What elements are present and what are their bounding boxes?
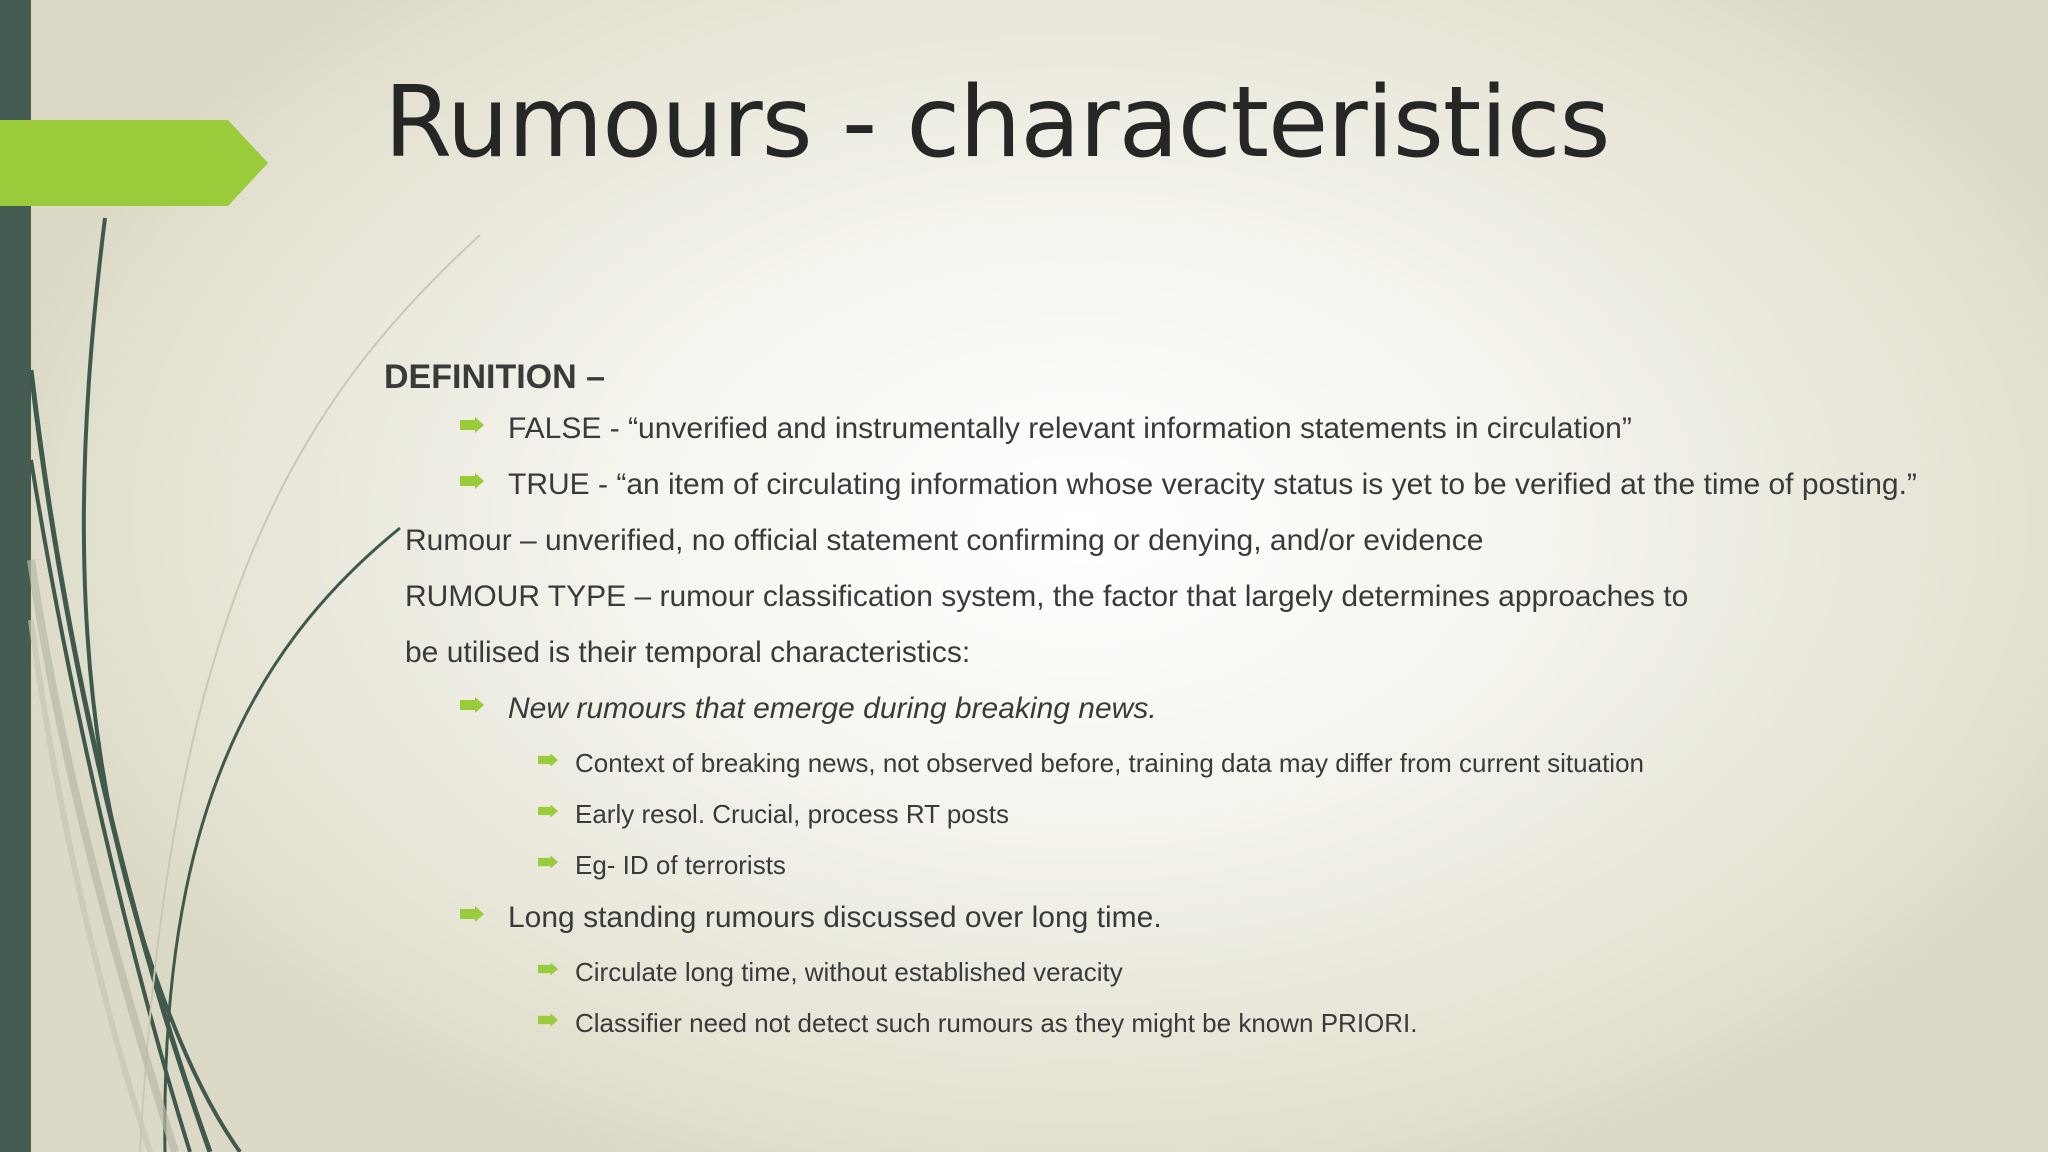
sub-bullet-item bbox=[575, 1007, 1944, 1039]
arrow-bullet-icon bbox=[538, 962, 558, 976]
definition-heading: DEFINITION – bbox=[384, 358, 606, 396]
sub-bullet-item bbox=[575, 747, 1944, 779]
arrow-bullet-icon bbox=[538, 804, 558, 818]
arrow-bullet-icon bbox=[460, 906, 484, 922]
sub-bullet-item bbox=[575, 849, 1944, 881]
arrow-bullet-icon bbox=[538, 855, 558, 869]
definition-true: TRUE - “an item of circulating information whose veracity status is yet to be verified at the time of posting.” bbox=[508, 468, 1917, 501]
bullet-item bbox=[508, 411, 1944, 446]
arrow-bullet-icon bbox=[538, 1013, 558, 1027]
rumour-line: Rumour – unverified, no official statement confirming or denying, and/or evidence bbox=[405, 524, 1484, 557]
long-standing-label: Long standing rumours discussed over long time. bbox=[508, 901, 1162, 934]
sub-bullet-item bbox=[575, 956, 1944, 988]
arrow-bullet-icon bbox=[460, 697, 484, 713]
definition-false: FALSE - “unverified and instrumentally relevant information statements in circulation” bbox=[508, 412, 1632, 445]
new-rumours-label: New rumours that emerge during breaking news. bbox=[508, 692, 1157, 725]
arrow-bullet-icon bbox=[460, 473, 484, 489]
slide-title: Rumours - characteristics bbox=[384, 66, 1610, 180]
long-standing-point: Circulate long time, without established veracity bbox=[575, 957, 1123, 987]
bullet-item bbox=[508, 691, 1944, 726]
rumour-type-line-1: RUMOUR TYPE – rumour classification system, the factor that largely determines approaches to bbox=[405, 580, 1689, 613]
bullet-item bbox=[508, 467, 1944, 502]
sub-bullet-item bbox=[575, 798, 1944, 830]
arrow-bullet-icon bbox=[460, 417, 484, 433]
new-rumours-point: Eg- ID of terrorists bbox=[575, 850, 786, 880]
arrow-bullet-icon bbox=[538, 753, 558, 767]
rumour-type-line-2: be utilised is their temporal characteristics: bbox=[405, 636, 971, 669]
new-rumours-point: Context of breaking news, not observed before, training data may differ from current situation bbox=[575, 748, 1644, 778]
slide-body bbox=[384, 350, 1944, 1058]
new-rumours-point: Early resol. Crucial, process RT posts bbox=[575, 799, 1009, 829]
bullet-item bbox=[508, 900, 1944, 935]
long-standing-point: Classifier need not detect such rumours as they might be known PRIORI. bbox=[575, 1008, 1418, 1038]
